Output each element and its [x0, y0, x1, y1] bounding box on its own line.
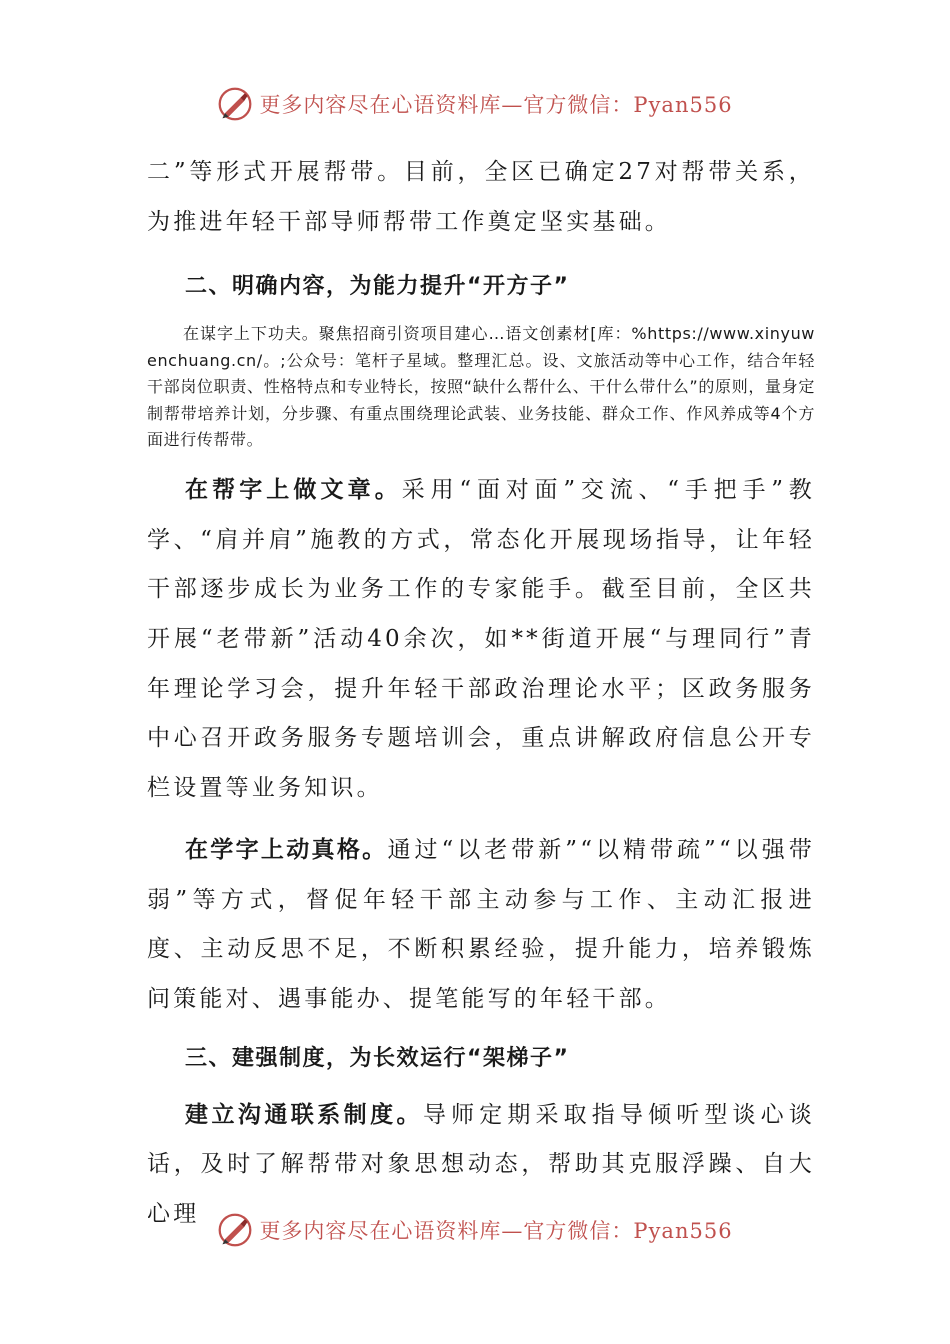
banner-text: 更多内容尽在心语资料库—官方微信：Pyan556: [259, 1219, 733, 1243]
footer-watermark-banner: [0, 1208, 950, 1252]
paragraph-2-small: 在谋字上下功夫。聚焦招商引资项目建心…语文创素材[库：%https://www.xinyuwenchuang.cn/。;公众号：笔杆子星域。整理汇总。设、文旅活动等中心工作，结合年轻干部岗位职责、性格特点和专业特长，按照“缺什么帮什么、干什么带什么”的原则，量身定制帮带培养计划，分步骤、有重点围绕理论武装、业务技能、群众工作、作风养成等4个方面进行传帮带。: [147, 324, 815, 450]
paragraph-4: [147, 826, 815, 1025]
paragraph-3: [147, 466, 815, 814]
paragraph-4-body: 通过“以老带新”“以精带疏”“以强带弱”等方式，督促年轻干部主动参与工作、主动汇报进度、主动反思不足，不断积累经验，提升能力，培养锻炼问策能对、遇事能办、提笔能写的年轻干部。: [147, 836, 815, 1012]
document-body: [147, 148, 815, 1240]
section-heading-3: 三、建强制度，为长效运行“架梯子”: [185, 1045, 570, 1071]
paragraph-5-lead: 建立沟通联系制度。: [185, 1101, 423, 1128]
banner-text: 更多内容尽在心语资料库—官方微信：Pyan556: [259, 93, 733, 117]
header-watermark-banner: [0, 82, 950, 126]
paragraph-3-body: 采用“面对面”交流、“手把手”教学、“肩并肩”施教的方式，常态化开展现场指导，让年轻干部逐步成长为业务工作的专家能手。截至目前，全区共开展“老带新”活动40余次，如**街道开展“与理同行”青年理论学习会，提升年轻干部政治理论水平；区政务服务中心召开政务服务专题培训会，重点讲解政府信息公开专栏设置等业务知识。: [147, 476, 816, 802]
paragraph-3-lead: 在帮字上做文章。: [185, 476, 402, 503]
section-heading-2: 二、明确内容，为能力提升“开方子”: [185, 274, 570, 300]
pen-logo-icon: [217, 86, 253, 122]
paragraph-5-body: 导师定期采取指导倾听型谈心谈话，及时了解帮带对象思想动态，帮助其克服浮躁、自大心理: [147, 1101, 815, 1228]
paragraph-4-lead: 在学字上动真格。: [185, 836, 388, 863]
paragraph-1: 二”等形式开展帮带。目前，全区已确定27对帮带关系，为推进年轻干部导师帮带工作奠定坚实基础。: [147, 159, 815, 235]
pen-logo-icon: [217, 1212, 253, 1248]
